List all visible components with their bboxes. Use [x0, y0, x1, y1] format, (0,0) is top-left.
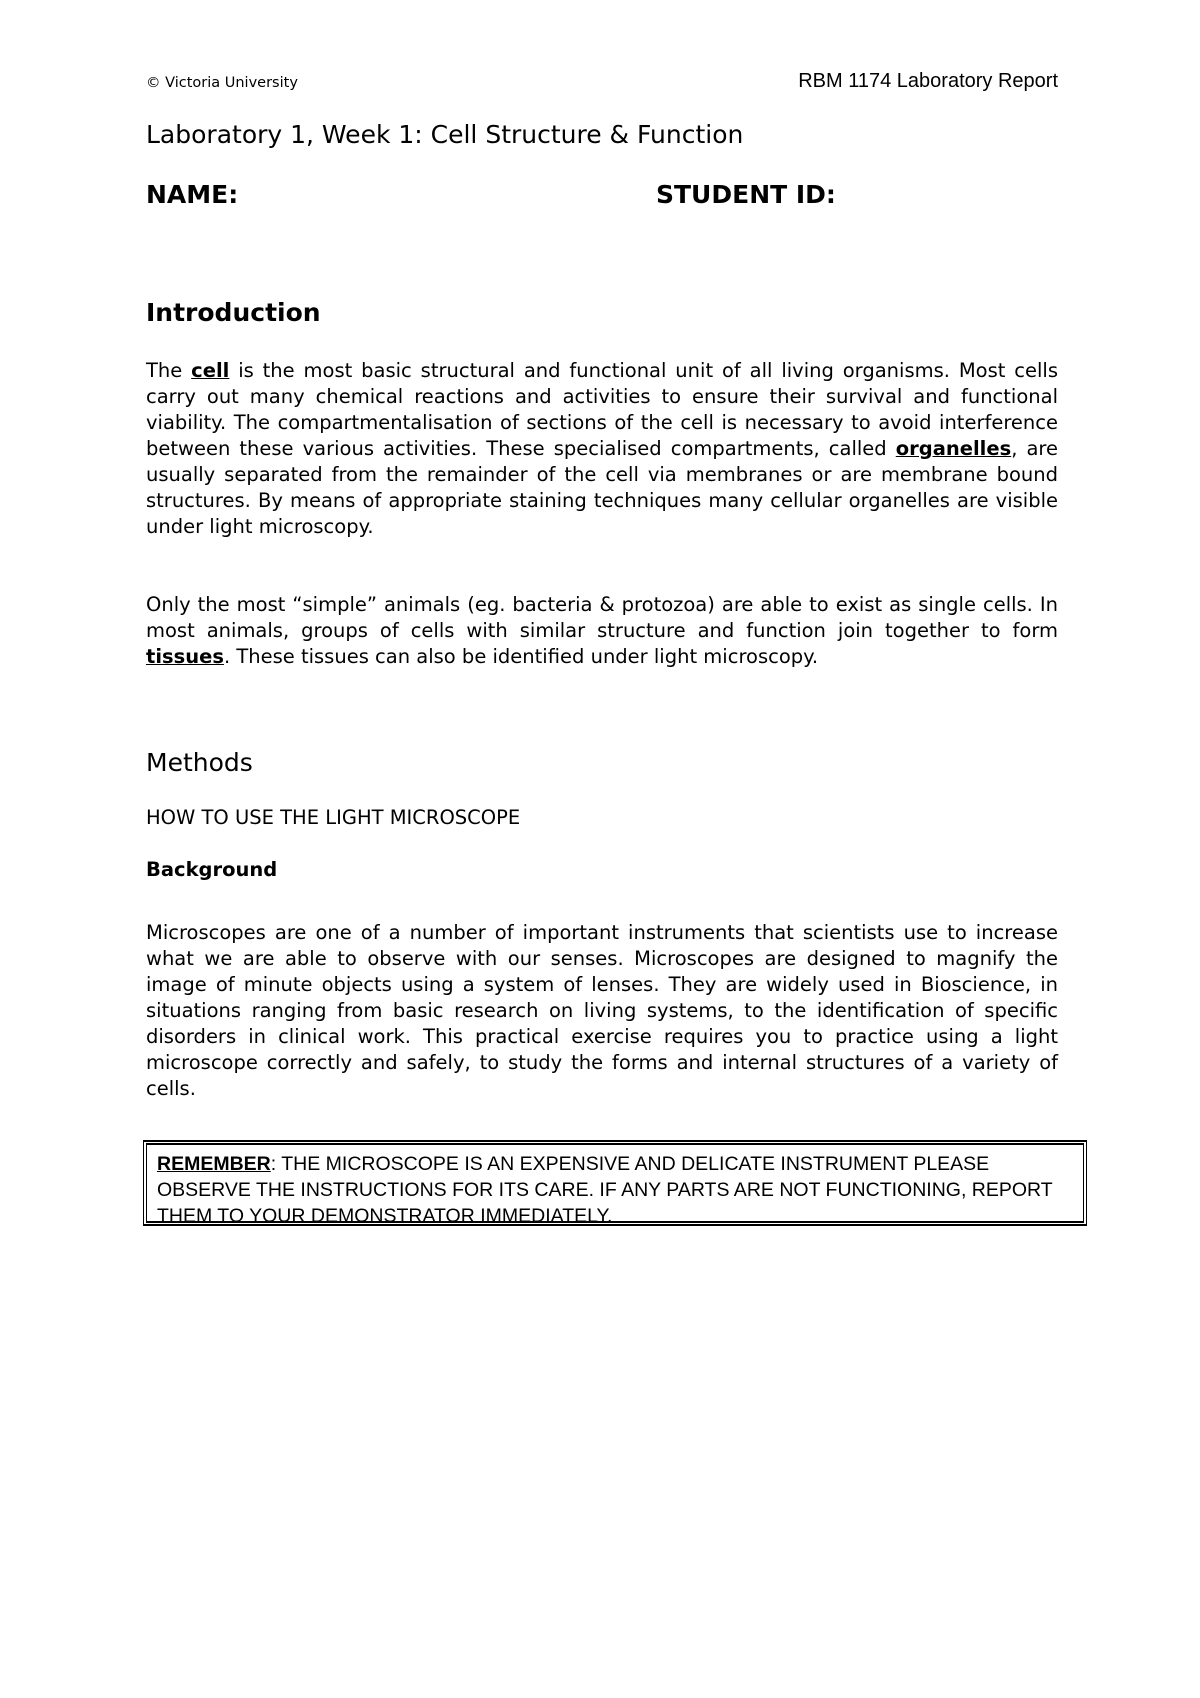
introduction-paragraph-2: [146, 592, 1058, 670]
intro-p1-text-1: The: [146, 359, 192, 382]
header-copyright: © Victoria University: [146, 75, 298, 91]
intro-p2-text-2: . These tissues can also be identified under light microscopy.: [223, 645, 819, 668]
page-header: [146, 70, 1058, 98]
student-id-label: STUDENT ID:: [656, 180, 836, 209]
keyword-tissues: tissues: [146, 645, 224, 668]
introduction-paragraph-1: [146, 358, 1058, 540]
intro-p2-text-1: Only the most “simple” animals (eg. bacteria & protozoa) are able to exist as single cells. In most animals, groups of cells with similar structure and function join together to form: [146, 593, 1058, 642]
intro-p1-text-2: is the most basic structural and functional unit of all living organisms. Most cells carry out many chemical reactions and activities to ensure their survival and functional viability. The compartmentalisation of sections of the cell is necessary to avoid interference between these various activities. These specialised compartments, called: [146, 359, 1058, 460]
microscope-subheading: HOW TO USE THE LIGHT MICROSCOPE: [146, 806, 521, 829]
name-label: NAME:: [146, 180, 239, 209]
methods-heading: Methods: [146, 748, 253, 777]
document-page: [146, 0, 1058, 1698]
header-report-title: RBM 1174 Laboratory Report: [798, 70, 1058, 92]
remember-label: REMEMBER: [157, 1153, 271, 1175]
keyword-organelles: organelles: [895, 437, 1012, 460]
intro-p1-text-3: , are usually separated from the remainder of the cell via membranes or are membrane bound structures. By means of appropriate staining techniques many cellular organelles are visible under light microscopy.: [146, 437, 1058, 538]
background-heading: Background: [146, 858, 278, 881]
document-title: Laboratory 1, Week 1: Cell Structure & Function: [146, 120, 744, 149]
keyword-cell: cell: [191, 359, 230, 382]
introduction-heading: Introduction: [146, 298, 321, 327]
background-paragraph: Microscopes are one of a number of important instruments that scientists use to increase what we are able to observe with our senses. Microscopes are designed to magnify the image of minute objects using a system of lenses. They are widely used in Bioscience, in situations ranging from basic research on living systems, to the identification of specific disorders in clinical work. This practical exercise requires you to practice using a light microscope correctly and safely, to study the forms and internal structures of a variety of cells.: [146, 921, 1058, 1100]
remember-text: : THE MICROSCOPE IS AN EXPENSIVE AND DELICATE INSTRUMENT PLEASE OBSERVE THE INSTRUCTIONS FOR ITS CARE. IF ANY PARTS ARE NOT FUNCTIONING, REPORT THEM TO YOUR DEMONSTRATOR IMMEDIATELY.: [157, 1153, 1053, 1227]
remember-notice-box: [143, 1140, 1087, 1226]
